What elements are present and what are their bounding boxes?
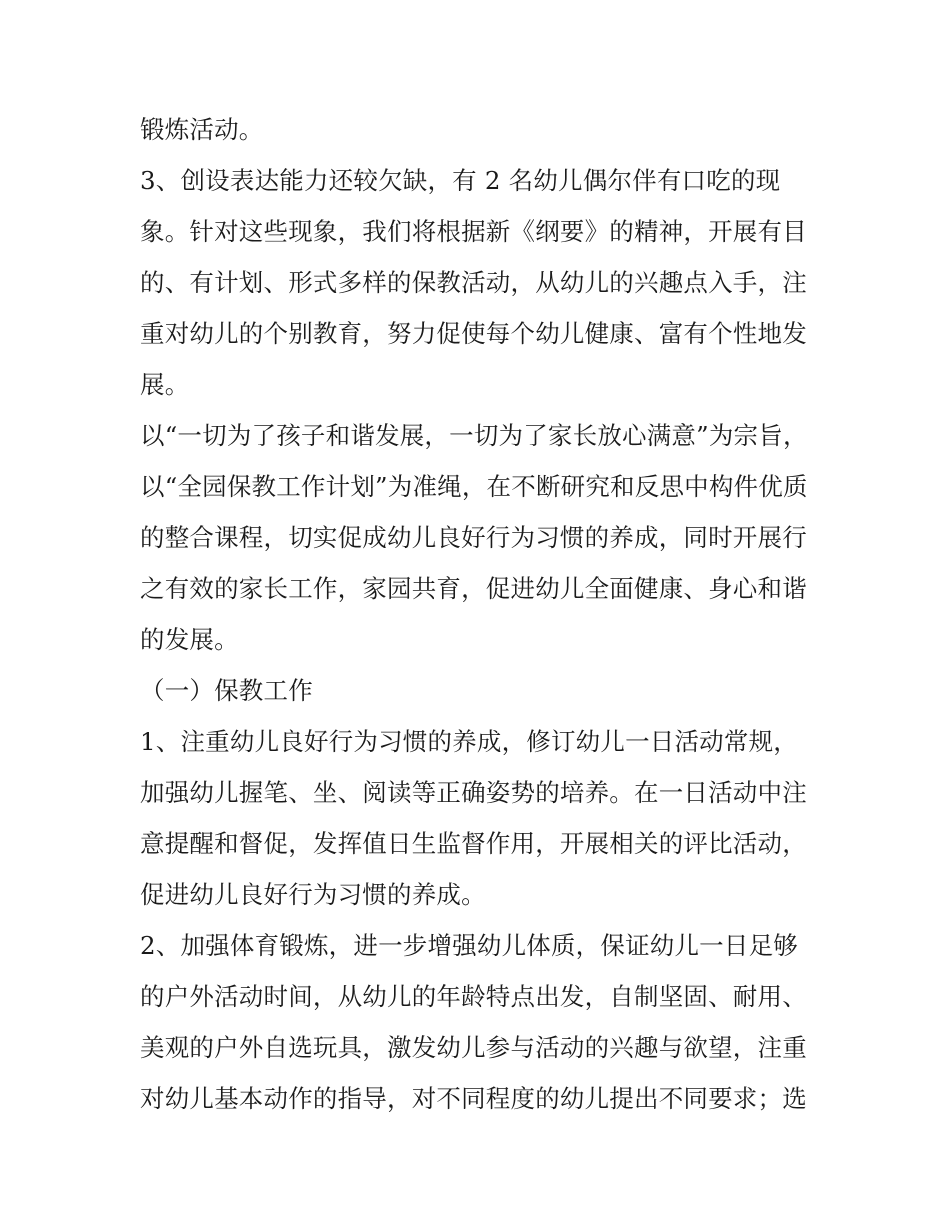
text-line: 美观的户外自选玩具，激发幼儿参与活动的兴趣与欲望，注重	[140, 1033, 807, 1062]
body-text	[140, 104, 820, 1124]
text-line: 展。	[140, 370, 190, 399]
text-line: 的整合课程，切实促成幼儿良好行为习惯的养成，同时开展行	[140, 523, 807, 552]
text-line: 的、有计划、形式多样的保教活动，从幼儿的兴趣点入手，注	[140, 268, 807, 297]
text-line: 以“全园保教工作计划”为准绳，在不断研究和反思中构件优质	[140, 472, 808, 501]
text-line: 的发展。	[140, 625, 239, 654]
text-line: 以“一切为了孩子和谐发展，一切为了家长放心满意”为宗旨，	[140, 421, 808, 450]
text-line: 之有效的家长工作，家园共育，促进幼儿全面健康、身心和谐	[140, 574, 807, 603]
text-line: 促进幼儿良好行为习惯的养成。	[140, 880, 486, 909]
text-line: 重对幼儿的个别教育，努力促使每个幼儿健康、富有个性地发	[140, 319, 807, 348]
text-line: 的户外活动时间，从幼儿的年龄特点出发，自制坚固、耐用、	[140, 982, 807, 1011]
section-heading: （一）保教工作	[140, 676, 313, 705]
text-line: 3、创设表达能力还较欠缺，有 2 名幼儿偶尔伴有口吃的现	[140, 166, 781, 195]
text-line: 意提醒和督促，发挥值日生监督作用，开展相关的评比活动，	[140, 829, 807, 858]
text-line: 象。针对这些现象，我们将根据新《纲要》的精神，开展有目	[140, 217, 807, 246]
text-line: 2、加强体育锻炼，进一步增强幼儿体质，保证幼儿一日足够	[140, 931, 798, 960]
text-line: 锻炼活动。	[140, 115, 264, 144]
text-line: 加强幼儿握笔、坐、阅读等正确姿势的培养。在一日活动中注	[140, 778, 807, 807]
text-line: 1、注重幼儿良好行为习惯的养成，修订幼儿一日活动常规，	[140, 727, 798, 756]
text-line: 对幼儿基本动作的指导，对不同程度的幼儿提出不同要求；选	[140, 1084, 807, 1113]
